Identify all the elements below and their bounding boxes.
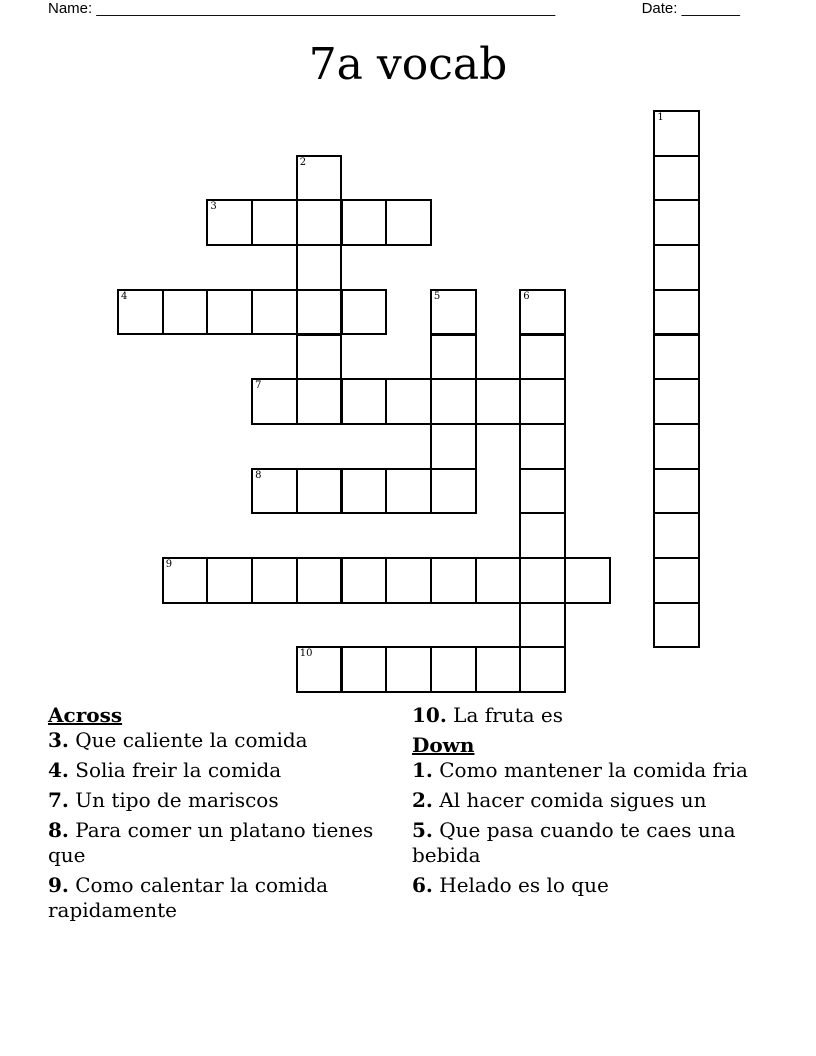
clue-number: 3. xyxy=(48,728,69,752)
crossword-cell[interactable] xyxy=(296,334,343,381)
clue-number: 4. xyxy=(48,758,69,782)
crossword-cell[interactable] xyxy=(653,423,700,470)
crossword-cell[interactable] xyxy=(653,468,700,515)
cell-number: 8 xyxy=(255,469,262,481)
clue-text: Como mantener la comida fria xyxy=(439,758,748,782)
date-field[interactable]: Date: _______ xyxy=(641,0,740,17)
cell-number: 1 xyxy=(657,112,664,123)
crossword-cell[interactable] xyxy=(341,289,388,336)
crossword-cell[interactable] xyxy=(653,289,700,336)
crossword-cell[interactable] xyxy=(296,289,343,336)
crossword-cell[interactable] xyxy=(653,199,700,246)
crossword-cell[interactable] xyxy=(519,378,566,425)
cell-number: 9 xyxy=(165,559,173,570)
clue-across-8 xyxy=(48,818,378,868)
crossword-cell[interactable] xyxy=(341,646,388,693)
cell-number: 3 xyxy=(210,201,217,213)
clue-across-10 xyxy=(412,703,752,728)
crossword-cell[interactable] xyxy=(519,646,566,693)
clue-list-left xyxy=(48,703,378,928)
clue-text: Para comer un platano tienes que xyxy=(48,818,374,867)
clue-text: Solia freir la comida xyxy=(75,758,282,782)
crossword-cell[interactable] xyxy=(430,557,477,604)
crossword-cell[interactable] xyxy=(519,423,566,470)
crossword-cell[interactable] xyxy=(296,244,343,291)
cell-number: 6 xyxy=(523,290,530,302)
cell-number: 5 xyxy=(433,290,441,302)
crossword-cell[interactable] xyxy=(296,378,343,425)
crossword-cell[interactable] xyxy=(475,557,522,604)
crossword-cell[interactable] xyxy=(519,602,566,649)
clue-number: 10. xyxy=(412,703,447,727)
crossword-cell[interactable] xyxy=(564,557,611,604)
clue-text: Como calentar la comida rapidamente xyxy=(48,873,329,922)
cell-number: 10 xyxy=(299,648,313,660)
crossword-cell[interactable] xyxy=(385,378,432,425)
clue-across-3 xyxy=(48,728,378,753)
crossword-cell[interactable] xyxy=(251,199,298,246)
crossword-cell[interactable] xyxy=(430,423,477,470)
cell-number: 2 xyxy=(299,156,307,168)
clue-down-6 xyxy=(412,873,752,898)
crossword-cell[interactable] xyxy=(341,199,388,246)
crossword-cell[interactable] xyxy=(519,289,566,336)
crossword-cell[interactable] xyxy=(206,557,253,604)
crossword-cell[interactable] xyxy=(519,512,566,559)
across-heading: Across xyxy=(48,703,123,727)
crossword-cell[interactable] xyxy=(430,378,477,425)
clue-text: La fruta es xyxy=(453,703,563,727)
crossword-cell[interactable] xyxy=(653,557,700,604)
crossword-cell[interactable] xyxy=(385,557,432,604)
crossword-cell[interactable] xyxy=(251,557,298,604)
clue-text: Al hacer comida sigues un xyxy=(439,788,707,812)
crossword-cell[interactable] xyxy=(162,557,209,604)
crossword-cell[interactable] xyxy=(296,557,343,604)
name-field[interactable]: Name: _______________________________________________________ xyxy=(48,0,556,17)
down-heading: Down xyxy=(412,733,475,757)
clue-number: 5. xyxy=(412,818,433,842)
crossword-cell[interactable] xyxy=(206,289,253,336)
page-title: 7a vocab xyxy=(308,39,508,90)
crossword-cell[interactable] xyxy=(385,199,432,246)
crossword-cell[interactable] xyxy=(162,289,209,336)
crossword-cell[interactable] xyxy=(341,557,388,604)
crossword-cell[interactable] xyxy=(475,646,522,693)
crossword-cell[interactable] xyxy=(385,646,432,693)
clue-across-7 xyxy=(48,788,378,813)
clue-text: Que pasa cuando te caes una bebida xyxy=(412,818,736,867)
clue-list-right xyxy=(412,703,752,903)
clue-number: 1. xyxy=(412,758,433,782)
clue-number: 9. xyxy=(48,873,69,897)
clue-text: Que caliente la comida xyxy=(75,728,308,752)
crossword-cell[interactable] xyxy=(430,334,477,381)
crossword-cell[interactable] xyxy=(653,602,700,649)
crossword-cell[interactable] xyxy=(519,334,566,381)
crossword-cell[interactable] xyxy=(251,289,298,336)
clue-text: Un tipo de mariscos xyxy=(75,788,279,812)
crossword-cell[interactable] xyxy=(117,289,164,336)
clue-number: 2. xyxy=(412,788,433,812)
crossword-cell[interactable] xyxy=(653,512,700,559)
crossword-cell[interactable] xyxy=(430,468,477,515)
crossword-cell[interactable] xyxy=(430,646,477,693)
crossword-cell[interactable] xyxy=(653,244,700,291)
crossword-cell[interactable] xyxy=(385,468,432,515)
clue-down-2 xyxy=(412,788,752,813)
crossword-cell[interactable] xyxy=(653,378,700,425)
crossword-cell[interactable] xyxy=(653,334,700,381)
crossword-cell[interactable] xyxy=(296,199,343,246)
clue-down-5 xyxy=(412,818,752,868)
clue-down-1 xyxy=(412,758,752,783)
header xyxy=(48,0,740,18)
clue-text: Helado es lo que xyxy=(439,873,609,897)
clue-across-9 xyxy=(48,873,378,923)
clue-number: 8. xyxy=(48,818,69,842)
cell-number: 4 xyxy=(121,290,128,302)
crossword-cell[interactable] xyxy=(519,557,566,604)
crossword-cell[interactable] xyxy=(475,378,522,425)
crossword-cell[interactable] xyxy=(341,468,388,515)
crossword-cell[interactable] xyxy=(251,378,298,425)
crossword-cell[interactable] xyxy=(296,468,343,515)
clue-across-4 xyxy=(48,758,378,783)
crossword-cell[interactable] xyxy=(430,289,477,336)
crossword-cell[interactable] xyxy=(653,110,700,157)
crossword-cell[interactable] xyxy=(206,199,253,246)
crossword-cell[interactable] xyxy=(341,378,388,425)
crossword-cell[interactable] xyxy=(519,468,566,515)
crossword-cell[interactable] xyxy=(251,468,298,515)
crossword-cell[interactable] xyxy=(296,155,343,202)
crossword-cell[interactable] xyxy=(653,155,700,202)
crossword-cell[interactable] xyxy=(296,646,343,693)
clue-number: 6. xyxy=(412,873,433,897)
cell-number: 7 xyxy=(255,380,262,392)
clue-number: 7. xyxy=(48,788,69,812)
